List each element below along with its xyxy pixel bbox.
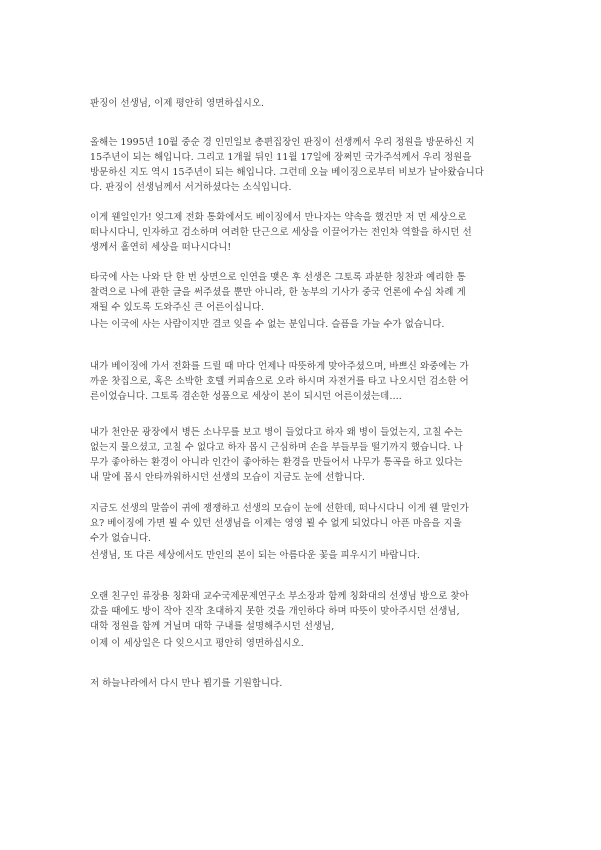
paragraph-title bbox=[90, 96, 516, 111]
text-line: 까운 찻집으로, 혹은 소박한 호텔 커피숍으로 오라 하시며 자전거를 타고 나오시던 검소한 어 bbox=[90, 376, 469, 387]
text-line: 찰력으로 나에 관한 글을 써주셨을 뿐만 아니라, 한 농부의 기사가 중국 언론에 수십 차례 게 bbox=[90, 287, 466, 298]
text-line: 재될 수 있도록 도와주신 큰 어른이십니다. bbox=[90, 302, 265, 313]
paragraph-grief bbox=[90, 317, 516, 332]
text-line: 타국에 사는 나와 단 한 번 상면으로 인연을 맺은 후 선생은 그토록 과분한 칭찬과 예리한 통 bbox=[90, 272, 466, 283]
text-line: 저 하늘나라에서 다시 만나 뵙기를 기원합니다. bbox=[90, 678, 283, 689]
paragraph-acquaintance bbox=[90, 270, 516, 315]
text-line: 오랜 친구인 류장용 칭화대 교수국제문제연구소 부소장과 함께 칭화대의 선생님 방으로 찾아 bbox=[90, 591, 469, 602]
paragraph-closing bbox=[90, 676, 516, 691]
text-line: 내가 천안문 광장에서 병든 소나무를 보고 병이 들었다고 하자 왜 병이 들었는지, 고칠 수는 bbox=[90, 427, 463, 438]
text-line: 판징이 선생님, 이제 평안히 영면하십시오. bbox=[90, 98, 265, 109]
text-line: 수가 없습니다. bbox=[90, 533, 152, 544]
text-line: 떠나시다니, 인자하고 검소하며 여려한 단근으로 세상을 이끌어가는 전인차 역할을 하시던 선 bbox=[90, 227, 472, 238]
text-line: 른이었습니다. 그토록 겸손한 성품으로 세상이 본이 되시던 어른이셨는데…. bbox=[90, 391, 402, 402]
paragraph-shock bbox=[90, 210, 516, 255]
text-line: 갔을 때에도 방이 작아 진작 초대하지 못한 것을 개인하다 하며 따뜻이 맞아주시던 선생님, bbox=[90, 606, 460, 617]
paragraph-tsinghua bbox=[90, 589, 516, 634]
paragraph-beijing-visits bbox=[90, 359, 516, 404]
text-line: 대학 정원을 함께 거닐며 대학 구내를 설명해주시던 선생님, bbox=[90, 621, 335, 632]
paragraph-farewell bbox=[90, 636, 516, 651]
text-line: 내 말에 몹시 안타까워하시던 선생의 모습이 지금도 눈에 선합니다. bbox=[90, 472, 365, 483]
paragraph-memory bbox=[90, 501, 516, 546]
text-line: 방문하신 지도 역시 15주년이 되는 해입니다. 그런데 오늘 베이징으로부터 비보가 날아왔습니다 bbox=[90, 167, 484, 178]
text-line: 지금도 선생의 말씀이 귀에 쟁쟁하고 선생의 모습이 눈에 선한데, 떠나시다니 이게 웬 말인가 bbox=[90, 503, 469, 514]
text-line: 선생님, 또 다른 세상에서도 만인의 본이 되는 아름다운 꽃을 피우시기 바랍니다. bbox=[90, 550, 420, 561]
text-line: 나는 이국에 사는 사람이지만 결코 잊을 수 없는 분입니다. 슬픔을 가늘 수가 없습니다. bbox=[90, 319, 445, 330]
text-line: 이게 웬일인가! 엊그제 전화 통화에서도 베이징에서 만나자는 약속을 했건만 저 먼 세상으로 bbox=[90, 212, 467, 223]
paragraph-pine-tree bbox=[90, 425, 516, 485]
text-line: 요? 베이징에 가면 뵐 수 있던 선생님을 이제는 영영 뵐 수 없게 되었다니 아픈 마음을 지울 bbox=[90, 518, 462, 529]
paragraph-news bbox=[90, 135, 516, 195]
text-line: 없는지 물으셨고, 고칠 수 없다고 하자 몹시 근심하며 손을 부들부들 떨기까지 했습니다. 나 bbox=[90, 442, 463, 453]
text-line: 무가 좋아하는 환경이 아니라 인간이 좋아하는 환경을 만들어서 나무가 통곡을 하고 있다는 bbox=[90, 457, 463, 468]
text-line: 올해는 1995년 10월 중순 경 인민일보 총편집장인 판징이 선생께서 우리 정원을 방문하신 지 bbox=[90, 137, 475, 148]
text-line: 내가 베이징에 가서 전화를 드릴 때 마다 언제나 따뜻하게 맞아주셨으며, 바쁘신 와중에는 가 bbox=[90, 361, 469, 372]
text-line: 다. 판징이 선생님께서 서거하셨다는 소식입니다. bbox=[90, 182, 292, 193]
text-line: 생께서 홀연히 세상을 떠나시다니! bbox=[90, 242, 232, 253]
paragraph-wish bbox=[90, 548, 516, 563]
text-line: 이제 이 세상일은 다 잊으시고 평안히 영면하십시오. bbox=[90, 638, 304, 649]
text-line: 15주년이 되는 해입니다. 그리고 1개월 뒤인 11월 17일에 장쩌민 국가주석께서 우리 정원을 bbox=[90, 152, 472, 163]
